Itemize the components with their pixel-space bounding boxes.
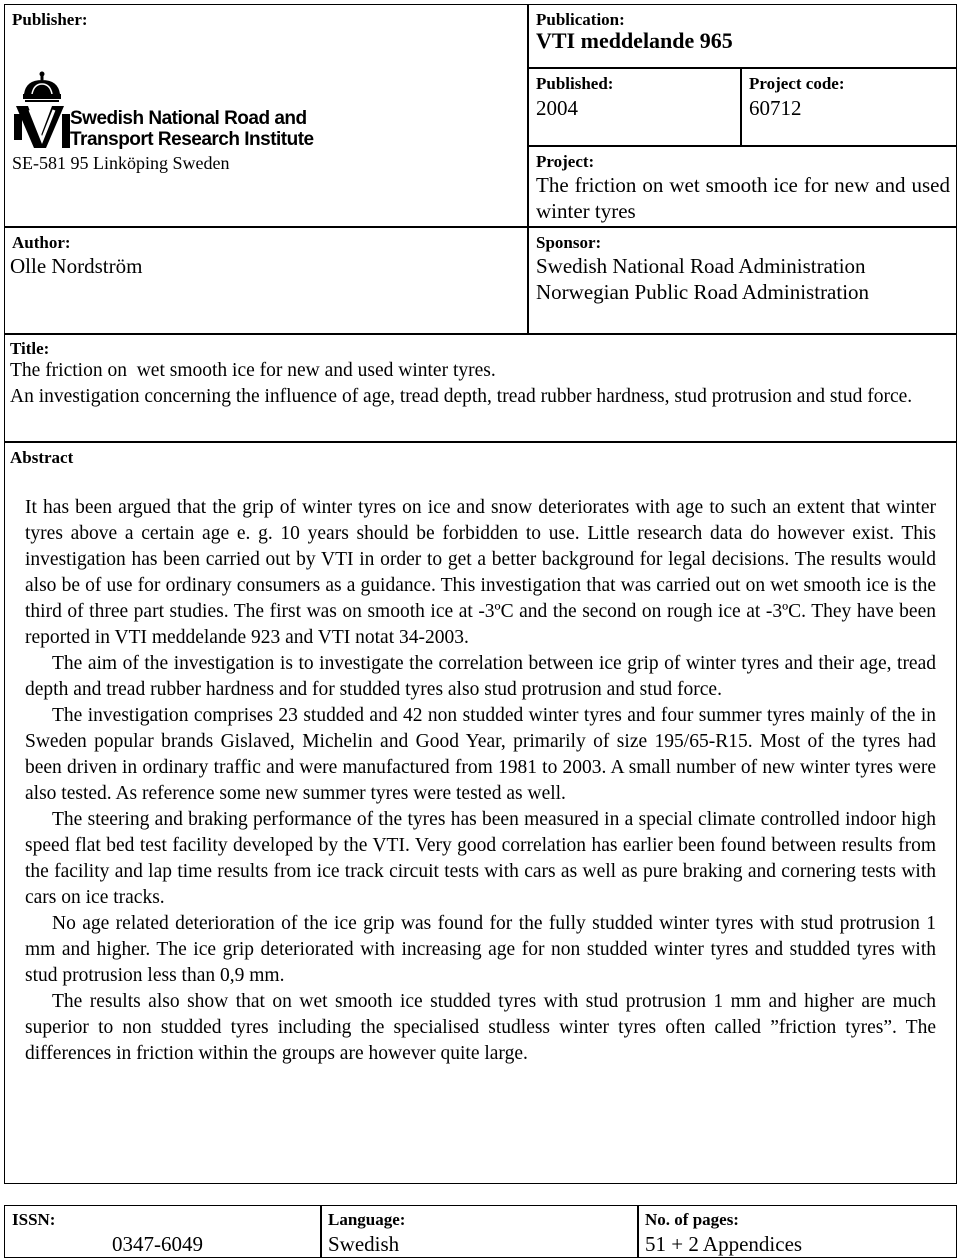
publication-divider <box>527 67 957 69</box>
project-divider <box>527 226 957 228</box>
report-subtitle: An investigation concerning the influence of age, tread depth, tread rubber hardness, stud protrusion and stud force. <box>10 386 913 407</box>
publication-label: Publication: <box>536 10 625 29</box>
sponsor-label: Sponsor: <box>536 233 602 252</box>
title-label: Title: <box>10 339 50 358</box>
project-code: 60712 <box>749 96 802 120</box>
abstract-label: Abstract <box>10 448 74 467</box>
pages-value: 51 + 2 Appendices <box>645 1232 803 1256</box>
issn-label: ISSN: <box>12 1210 56 1229</box>
sponsor-2: Norwegian Public Road Administration <box>536 280 870 304</box>
project-label: Project: <box>536 152 595 171</box>
abstract-paragraph: The results also show that on wet smooth ice studded tyres with stud protrusion 1 mm and higher are much superior to non studded tyres including the specialised studless winter tyres often called ”friction tyres”. The differences in friction within the groups are however quite large. <box>25 991 936 1064</box>
header-divider-vertical <box>527 4 529 334</box>
abstract-paragraph: No age related deterioration of the ice grip was found for the fully studded winter tyres with stud protrusion 1 mm and higher. The ice grip deteriorated with increasing age for non studded winter tyres and studded tyres with stud protrusion less than 0,9 mm. <box>25 913 936 986</box>
header-divider-bottom <box>4 333 957 335</box>
title-divider <box>4 441 957 443</box>
published-year: 2004 <box>536 96 578 120</box>
abstract-paragraph: The investigation comprises 23 studded and 42 non studded winter tyres and four summer tyres mainly of the in Sweden popular brands Gislaved, Michelin and Good Year, primarily of size 195/65-R15. Most of the tyres had been driven in ordinary traffic and were manufactured from 1981 to 2003. A small number of new winter tyres were also tested. As reference some new summer tyres were tested as well. <box>25 705 936 804</box>
pages-label: No. of pages: <box>645 1210 739 1229</box>
abstract-paragraph: It has been argued that the grip of winter tyres on ice and snow deteriorates with age to such an extent that winter tyres above a certain age e. g. 10 years should be forbidden to use. Little research data do however exist. This investigation has been carried out by VTI in order to get a better background for legal decisions. The results would also be of use for ordinary consumers as a guidance. This investigation that was carried out on wet smooth ice is the third of three part studies. The first was on smooth ice at -3ºC and the second on rough ice at -3ºC. They have been reported in VTI meddelande 923 and VTI notat 34-2003. <box>25 497 936 648</box>
publisher-label: Publisher: <box>12 10 88 29</box>
vti-logo <box>14 70 314 150</box>
crown-emblem-icon <box>14 70 70 150</box>
language-value: Swedish <box>328 1232 400 1256</box>
published-code-divider <box>740 67 742 146</box>
footer-divider-2 <box>637 1205 639 1258</box>
abstract-paragraph: The aim of the investigation is to investigate the correlation between ice grip of winter tyres and their age, tread depth and tread rubber hardness and for studded tyres also stud protrusion and stud force. <box>25 653 936 700</box>
report-title: The friction on wet smooth ice for new and used winter tyres. <box>10 360 496 381</box>
published-label: Published: <box>536 74 614 93</box>
org-name-line1: Swedish National Road and <box>70 108 307 129</box>
abstract-body <box>25 495 936 1067</box>
language-label: Language: <box>328 1210 406 1229</box>
publication-name: VTI meddelande 965 <box>536 28 733 53</box>
author-label: Author: <box>12 233 71 252</box>
author-name: Olle Nordström <box>10 254 143 278</box>
publisher-author-divider <box>4 226 528 228</box>
publisher-address: SE-581 95 Linköping Sweden <box>12 153 230 173</box>
published-divider <box>527 145 957 147</box>
abstract-paragraph: The steering and braking performance of the tyres has been measured in a special climate controlled indoor high speed flat bed test facility developed by the VTI. Very good correlation has earlier been found between results from the facility and lap time results from ice track circuit tests with cars as well as pure braking and cornering tests with cars on ice tracks. <box>25 809 936 908</box>
footer-divider-1 <box>320 1205 322 1258</box>
sponsor-1: Swedish National Road Administration <box>536 254 866 278</box>
project-title: The friction on wet smooth ice for new and used winter tyres <box>536 173 950 223</box>
project-code-label: Project code: <box>749 74 845 93</box>
issn-value: 0347-6049 <box>112 1232 203 1256</box>
org-name-line2: Transport Research Institute <box>70 129 314 150</box>
